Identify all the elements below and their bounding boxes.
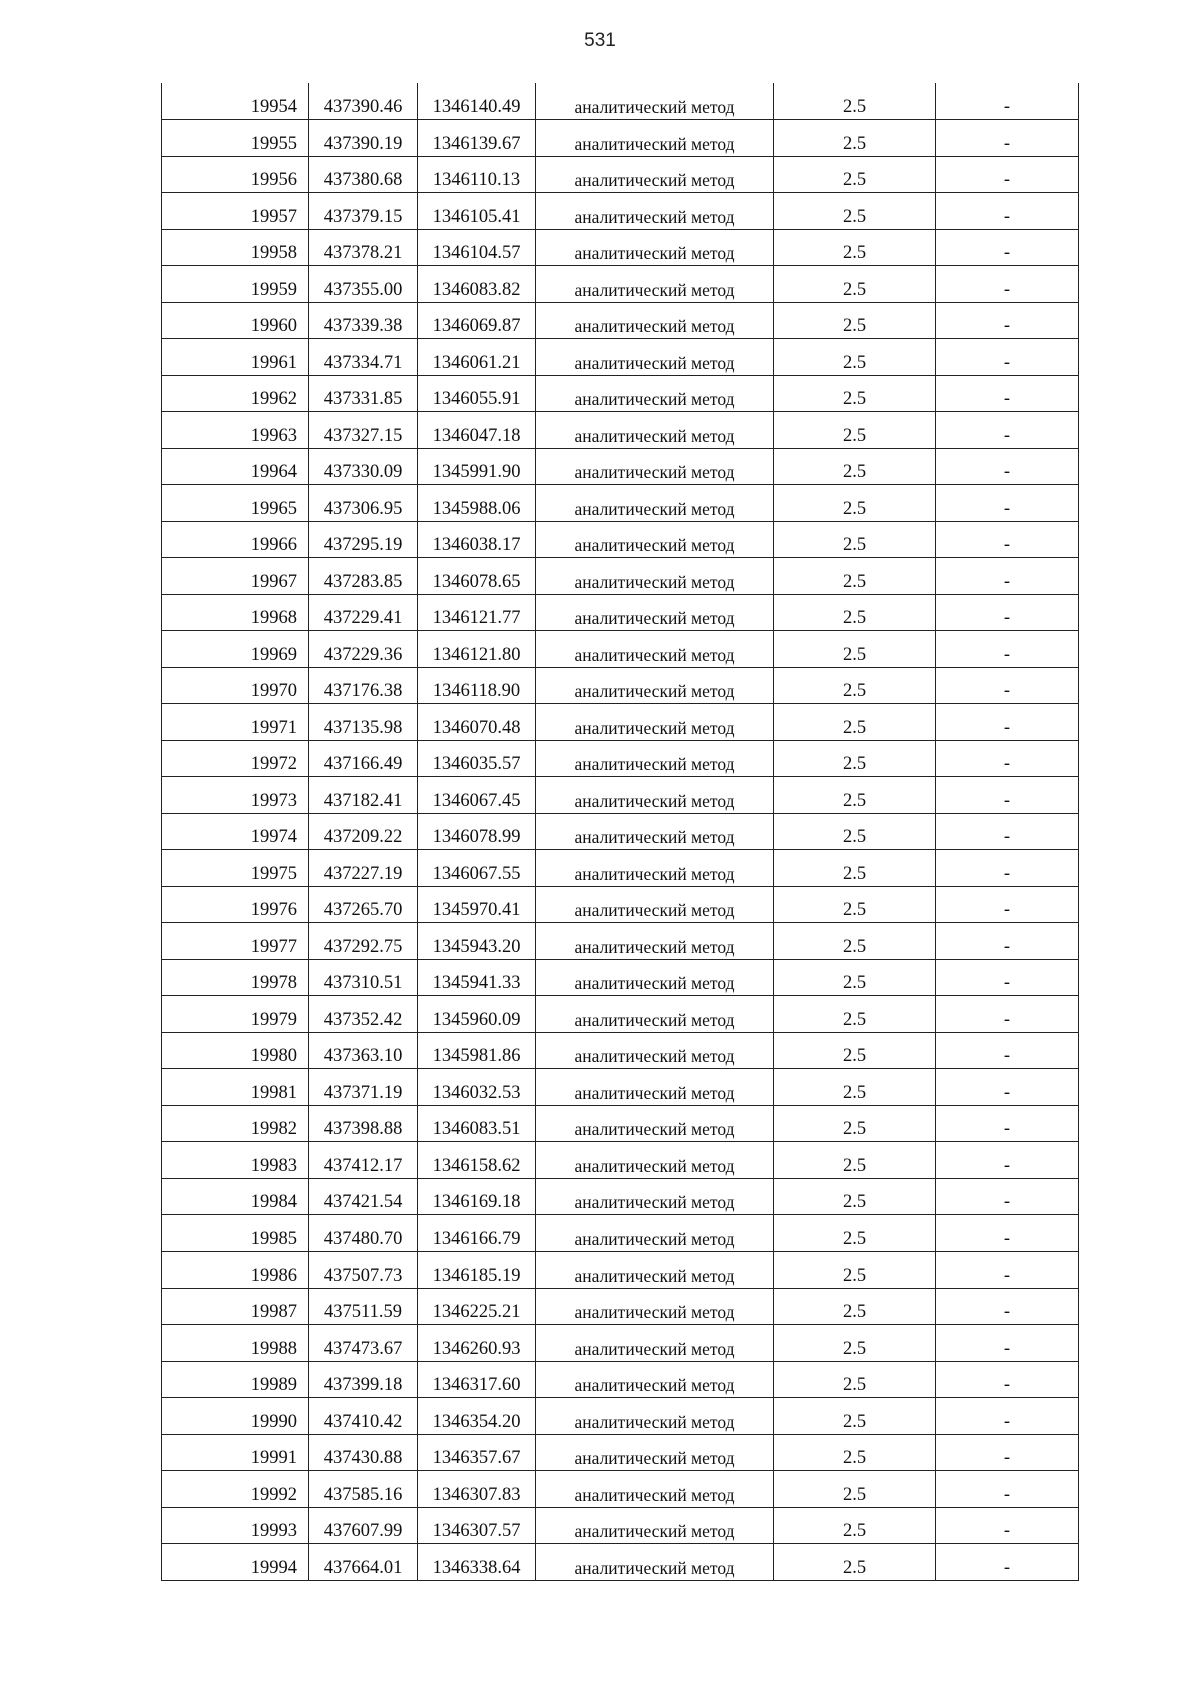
note-cell: - (936, 193, 1079, 230)
x-coordinate-cell: 437182.41 (309, 777, 418, 814)
x-coordinate-cell: 437352.42 (309, 996, 418, 1033)
method-cell: аналитический метод (536, 375, 774, 412)
point-number-cell: 19968 (162, 594, 309, 631)
method-cell: аналитический метод (536, 959, 774, 996)
y-coordinate-cell: 1346121.80 (418, 631, 536, 668)
y-coordinate-cell: 1346121.77 (418, 594, 536, 631)
point-number-cell: 19976 (162, 886, 309, 923)
method-cell: аналитический метод (536, 886, 774, 923)
note-cell: - (936, 485, 1079, 522)
point-number-cell: 19970 (162, 667, 309, 704)
y-coordinate-cell: 1346032.53 (418, 1069, 536, 1106)
table-row (162, 1507, 1079, 1544)
accuracy-cell: 2.5 (774, 448, 936, 485)
method-cell: аналитический метод (536, 558, 774, 595)
x-coordinate-cell: 437421.54 (309, 1178, 418, 1215)
note-cell: - (936, 448, 1079, 485)
point-number-cell: 19978 (162, 959, 309, 996)
y-coordinate-cell: 1346307.57 (418, 1507, 536, 1544)
accuracy-cell: 2.5 (774, 777, 936, 814)
point-number-cell: 19992 (162, 1471, 309, 1508)
note-cell: - (936, 1288, 1079, 1325)
note-cell: - (936, 777, 1079, 814)
point-number-cell: 19973 (162, 777, 309, 814)
point-number-cell: 19994 (162, 1544, 309, 1581)
table-row (162, 1434, 1079, 1471)
y-coordinate-cell: 1345970.41 (418, 886, 536, 923)
method-cell: аналитический метод (536, 1105, 774, 1142)
y-coordinate-cell: 1346083.82 (418, 266, 536, 303)
point-number-cell: 19961 (162, 339, 309, 376)
x-coordinate-cell: 437330.09 (309, 448, 418, 485)
y-coordinate-cell: 1345988.06 (418, 485, 536, 522)
method-cell: аналитический метод (536, 193, 774, 230)
point-number-cell: 19987 (162, 1288, 309, 1325)
x-coordinate-cell: 437507.73 (309, 1252, 418, 1289)
table-row (162, 120, 1079, 157)
method-cell: аналитический метод (536, 923, 774, 960)
x-coordinate-cell: 437283.85 (309, 558, 418, 595)
table-row (162, 83, 1079, 120)
note-cell: - (936, 996, 1079, 1033)
x-coordinate-cell: 437398.88 (309, 1105, 418, 1142)
x-coordinate-cell: 437209.22 (309, 813, 418, 850)
point-number-cell: 19972 (162, 740, 309, 777)
table-row (162, 886, 1079, 923)
y-coordinate-cell: 1346110.13 (418, 156, 536, 193)
accuracy-cell: 2.5 (774, 1069, 936, 1106)
note-cell: - (936, 1178, 1079, 1215)
point-number-cell: 19982 (162, 1105, 309, 1142)
point-number-cell: 19954 (162, 83, 309, 120)
x-coordinate-cell: 437430.88 (309, 1434, 418, 1471)
x-coordinate-cell: 437229.36 (309, 631, 418, 668)
y-coordinate-cell: 1345991.90 (418, 448, 536, 485)
x-coordinate-cell: 437176.38 (309, 667, 418, 704)
coordinates-table (161, 83, 1079, 1581)
note-cell: - (936, 1325, 1079, 1362)
table-row (162, 1398, 1079, 1435)
x-coordinate-cell: 437399.18 (309, 1361, 418, 1398)
x-coordinate-cell: 437378.21 (309, 229, 418, 266)
table-row (162, 631, 1079, 668)
y-coordinate-cell: 1346078.99 (418, 813, 536, 850)
y-coordinate-cell: 1346140.49 (418, 83, 536, 120)
accuracy-cell: 2.5 (774, 1105, 936, 1142)
accuracy-cell: 2.5 (774, 1032, 936, 1069)
accuracy-cell: 2.5 (774, 813, 936, 850)
y-coordinate-cell: 1346338.64 (418, 1544, 536, 1581)
method-cell: аналитический метод (536, 1434, 774, 1471)
table-row (162, 996, 1079, 1033)
x-coordinate-cell: 437339.38 (309, 302, 418, 339)
accuracy-cell: 2.5 (774, 1361, 936, 1398)
x-coordinate-cell: 437306.95 (309, 485, 418, 522)
table-row (162, 1215, 1079, 1252)
accuracy-cell: 2.5 (774, 1288, 936, 1325)
y-coordinate-cell: 1346225.21 (418, 1288, 536, 1325)
accuracy-cell: 2.5 (774, 1142, 936, 1179)
y-coordinate-cell: 1345941.33 (418, 959, 536, 996)
x-coordinate-cell: 437331.85 (309, 375, 418, 412)
method-cell: аналитический метод (536, 229, 774, 266)
table-row (162, 594, 1079, 631)
point-number-cell: 19991 (162, 1434, 309, 1471)
accuracy-cell: 2.5 (774, 923, 936, 960)
y-coordinate-cell: 1346357.67 (418, 1434, 536, 1471)
method-cell: аналитический метод (536, 996, 774, 1033)
accuracy-cell: 2.5 (774, 631, 936, 668)
point-number-cell: 19985 (162, 1215, 309, 1252)
table-row (162, 1252, 1079, 1289)
note-cell: - (936, 339, 1079, 376)
x-coordinate-cell: 437380.68 (309, 156, 418, 193)
point-number-cell: 19979 (162, 996, 309, 1033)
accuracy-cell: 2.5 (774, 521, 936, 558)
method-cell: аналитический метод (536, 1325, 774, 1362)
y-coordinate-cell: 1345981.86 (418, 1032, 536, 1069)
table-row (162, 1069, 1079, 1106)
x-coordinate-cell: 437355.00 (309, 266, 418, 303)
y-coordinate-cell: 1346067.55 (418, 850, 536, 887)
method-cell: аналитический метод (536, 667, 774, 704)
x-coordinate-cell: 437379.15 (309, 193, 418, 230)
table-row (162, 1361, 1079, 1398)
note-cell: - (936, 156, 1079, 193)
table-row (162, 1325, 1079, 1362)
method-cell: аналитический метод (536, 156, 774, 193)
point-number-cell: 19966 (162, 521, 309, 558)
accuracy-cell: 2.5 (774, 1544, 936, 1581)
x-coordinate-cell: 437310.51 (309, 959, 418, 996)
method-cell: аналитический метод (536, 521, 774, 558)
table-row (162, 339, 1079, 376)
accuracy-cell: 2.5 (774, 485, 936, 522)
y-coordinate-cell: 1346070.48 (418, 704, 536, 741)
x-coordinate-cell: 437390.46 (309, 83, 418, 120)
y-coordinate-cell: 1346078.65 (418, 558, 536, 595)
point-number-cell: 19958 (162, 229, 309, 266)
table-row (162, 704, 1079, 741)
point-number-cell: 19988 (162, 1325, 309, 1362)
method-cell: аналитический метод (536, 412, 774, 449)
x-coordinate-cell: 437511.59 (309, 1288, 418, 1325)
accuracy-cell: 2.5 (774, 1178, 936, 1215)
note-cell: - (936, 412, 1079, 449)
note-cell: - (936, 1105, 1079, 1142)
accuracy-cell: 2.5 (774, 850, 936, 887)
accuracy-cell: 2.5 (774, 1434, 936, 1471)
x-coordinate-cell: 437412.17 (309, 1142, 418, 1179)
method-cell: аналитический метод (536, 1178, 774, 1215)
x-coordinate-cell: 437585.16 (309, 1471, 418, 1508)
note-cell: - (936, 886, 1079, 923)
x-coordinate-cell: 437390.19 (309, 120, 418, 157)
table-row (162, 740, 1079, 777)
y-coordinate-cell: 1346038.17 (418, 521, 536, 558)
point-number-cell: 19974 (162, 813, 309, 850)
method-cell: аналитический метод (536, 266, 774, 303)
y-coordinate-cell: 1346104.57 (418, 229, 536, 266)
point-number-cell: 19971 (162, 704, 309, 741)
point-number-cell: 19981 (162, 1069, 309, 1106)
method-cell: аналитический метод (536, 850, 774, 887)
note-cell: - (936, 594, 1079, 631)
method-cell: аналитический метод (536, 339, 774, 376)
y-coordinate-cell: 1346083.51 (418, 1105, 536, 1142)
accuracy-cell: 2.5 (774, 229, 936, 266)
method-cell: аналитический метод (536, 1252, 774, 1289)
note-cell: - (936, 229, 1079, 266)
point-number-cell: 19965 (162, 485, 309, 522)
note-cell: - (936, 1252, 1079, 1289)
table-row (162, 923, 1079, 960)
method-cell: аналитический метод (536, 1361, 774, 1398)
table-row (162, 302, 1079, 339)
method-cell: аналитический метод (536, 740, 774, 777)
y-coordinate-cell: 1346118.90 (418, 667, 536, 704)
method-cell: аналитический метод (536, 1507, 774, 1544)
table-row (162, 777, 1079, 814)
point-number-cell: 19989 (162, 1361, 309, 1398)
x-coordinate-cell: 437166.49 (309, 740, 418, 777)
note-cell: - (936, 521, 1079, 558)
y-coordinate-cell: 1346317.60 (418, 1361, 536, 1398)
table-row (162, 813, 1079, 850)
y-coordinate-cell: 1345943.20 (418, 923, 536, 960)
point-number-cell: 19964 (162, 448, 309, 485)
accuracy-cell: 2.5 (774, 1252, 936, 1289)
x-coordinate-cell: 437371.19 (309, 1069, 418, 1106)
note-cell: - (936, 1361, 1079, 1398)
method-cell: аналитический метод (536, 1215, 774, 1252)
x-coordinate-cell: 437664.01 (309, 1544, 418, 1581)
table-row (162, 667, 1079, 704)
method-cell: аналитический метод (536, 594, 774, 631)
table-row (162, 850, 1079, 887)
accuracy-cell: 2.5 (774, 558, 936, 595)
table-row (162, 448, 1079, 485)
page-number: 531 (584, 30, 616, 51)
point-number-cell: 19980 (162, 1032, 309, 1069)
note-cell: - (936, 813, 1079, 850)
note-cell: - (936, 704, 1079, 741)
y-coordinate-cell: 1346061.21 (418, 339, 536, 376)
note-cell: - (936, 1544, 1079, 1581)
table-row (162, 156, 1079, 193)
y-coordinate-cell: 1346166.79 (418, 1215, 536, 1252)
note-cell: - (936, 266, 1079, 303)
y-coordinate-cell: 1346139.67 (418, 120, 536, 157)
accuracy-cell: 2.5 (774, 704, 936, 741)
note-cell: - (936, 1215, 1079, 1252)
point-number-cell: 19984 (162, 1178, 309, 1215)
note-cell: - (936, 1069, 1079, 1106)
method-cell: аналитический метод (536, 631, 774, 668)
x-coordinate-cell: 437265.70 (309, 886, 418, 923)
accuracy-cell: 2.5 (774, 1471, 936, 1508)
accuracy-cell: 2.5 (774, 83, 936, 120)
note-cell: - (936, 83, 1079, 120)
x-coordinate-cell: 437327.15 (309, 412, 418, 449)
table-row (162, 1142, 1079, 1179)
note-cell: - (936, 631, 1079, 668)
accuracy-cell: 2.5 (774, 740, 936, 777)
table-row (162, 1178, 1079, 1215)
accuracy-cell: 2.5 (774, 1507, 936, 1544)
note-cell: - (936, 1142, 1079, 1179)
table-row (162, 1471, 1079, 1508)
note-cell: - (936, 1398, 1079, 1435)
y-coordinate-cell: 1346047.18 (418, 412, 536, 449)
note-cell: - (936, 1032, 1079, 1069)
note-cell: - (936, 959, 1079, 996)
accuracy-cell: 2.5 (774, 339, 936, 376)
x-coordinate-cell: 437363.10 (309, 1032, 418, 1069)
note-cell: - (936, 1507, 1079, 1544)
table-row (162, 1105, 1079, 1142)
accuracy-cell: 2.5 (774, 302, 936, 339)
method-cell: аналитический метод (536, 1471, 774, 1508)
method-cell: аналитический метод (536, 120, 774, 157)
table-row (162, 1288, 1079, 1325)
y-coordinate-cell: 1346185.19 (418, 1252, 536, 1289)
accuracy-cell: 2.5 (774, 266, 936, 303)
note-cell: - (936, 120, 1079, 157)
point-number-cell: 19977 (162, 923, 309, 960)
point-number-cell: 19963 (162, 412, 309, 449)
y-coordinate-cell: 1346069.87 (418, 302, 536, 339)
point-number-cell: 19967 (162, 558, 309, 595)
point-number-cell: 19975 (162, 850, 309, 887)
y-coordinate-cell: 1346260.93 (418, 1325, 536, 1362)
x-coordinate-cell: 437227.19 (309, 850, 418, 887)
table-row (162, 229, 1079, 266)
point-number-cell: 19960 (162, 302, 309, 339)
accuracy-cell: 2.5 (774, 1398, 936, 1435)
method-cell: аналитический метод (536, 302, 774, 339)
note-cell: - (936, 850, 1079, 887)
method-cell: аналитический метод (536, 1069, 774, 1106)
note-cell: - (936, 740, 1079, 777)
accuracy-cell: 2.5 (774, 1215, 936, 1252)
table-row (162, 558, 1079, 595)
method-cell: аналитический метод (536, 1544, 774, 1581)
method-cell: аналитический метод (536, 1398, 774, 1435)
table-row (162, 485, 1079, 522)
method-cell: аналитический метод (536, 448, 774, 485)
point-number-cell: 19955 (162, 120, 309, 157)
note-cell: - (936, 1434, 1079, 1471)
table-body (162, 83, 1079, 1580)
y-coordinate-cell: 1346158.62 (418, 1142, 536, 1179)
x-coordinate-cell: 437473.67 (309, 1325, 418, 1362)
table-row (162, 412, 1079, 449)
y-coordinate-cell: 1346307.83 (418, 1471, 536, 1508)
point-number-cell: 19990 (162, 1398, 309, 1435)
method-cell: аналитический метод (536, 813, 774, 850)
note-cell: - (936, 667, 1079, 704)
method-cell: аналитический метод (536, 83, 774, 120)
point-number-cell: 19993 (162, 1507, 309, 1544)
accuracy-cell: 2.5 (774, 959, 936, 996)
x-coordinate-cell: 437229.41 (309, 594, 418, 631)
table-row (162, 521, 1079, 558)
table-row (162, 266, 1079, 303)
y-coordinate-cell: 1346067.45 (418, 777, 536, 814)
accuracy-cell: 2.5 (774, 193, 936, 230)
method-cell: аналитический метод (536, 1288, 774, 1325)
point-number-cell: 19969 (162, 631, 309, 668)
accuracy-cell: 2.5 (774, 120, 936, 157)
note-cell: - (936, 923, 1079, 960)
x-coordinate-cell: 437334.71 (309, 339, 418, 376)
note-cell: - (936, 302, 1079, 339)
x-coordinate-cell: 437607.99 (309, 1507, 418, 1544)
method-cell: аналитический метод (536, 485, 774, 522)
note-cell: - (936, 558, 1079, 595)
accuracy-cell: 2.5 (774, 412, 936, 449)
point-number-cell: 19959 (162, 266, 309, 303)
accuracy-cell: 2.5 (774, 996, 936, 1033)
x-coordinate-cell: 437292.75 (309, 923, 418, 960)
accuracy-cell: 2.5 (774, 375, 936, 412)
table-row (162, 1032, 1079, 1069)
accuracy-cell: 2.5 (774, 886, 936, 923)
table-row (162, 1544, 1079, 1581)
x-coordinate-cell: 437480.70 (309, 1215, 418, 1252)
accuracy-cell: 2.5 (774, 156, 936, 193)
table-row (162, 375, 1079, 412)
accuracy-cell: 2.5 (774, 1325, 936, 1362)
point-number-cell: 19962 (162, 375, 309, 412)
y-coordinate-cell: 1346055.91 (418, 375, 536, 412)
x-coordinate-cell: 437410.42 (309, 1398, 418, 1435)
method-cell: аналитический метод (536, 1032, 774, 1069)
table-row (162, 193, 1079, 230)
method-cell: аналитический метод (536, 704, 774, 741)
method-cell: аналитический метод (536, 777, 774, 814)
y-coordinate-cell: 1345960.09 (418, 996, 536, 1033)
point-number-cell: 19986 (162, 1252, 309, 1289)
accuracy-cell: 2.5 (774, 594, 936, 631)
note-cell: - (936, 375, 1079, 412)
y-coordinate-cell: 1346169.18 (418, 1178, 536, 1215)
point-number-cell: 19957 (162, 193, 309, 230)
table-row (162, 959, 1079, 996)
accuracy-cell: 2.5 (774, 667, 936, 704)
y-coordinate-cell: 1346035.57 (418, 740, 536, 777)
x-coordinate-cell: 437295.19 (309, 521, 418, 558)
y-coordinate-cell: 1346354.20 (418, 1398, 536, 1435)
note-cell: - (936, 1471, 1079, 1508)
point-number-cell: 19956 (162, 156, 309, 193)
method-cell: аналитический метод (536, 1142, 774, 1179)
x-coordinate-cell: 437135.98 (309, 704, 418, 741)
point-number-cell: 19983 (162, 1142, 309, 1179)
y-coordinate-cell: 1346105.41 (418, 193, 536, 230)
